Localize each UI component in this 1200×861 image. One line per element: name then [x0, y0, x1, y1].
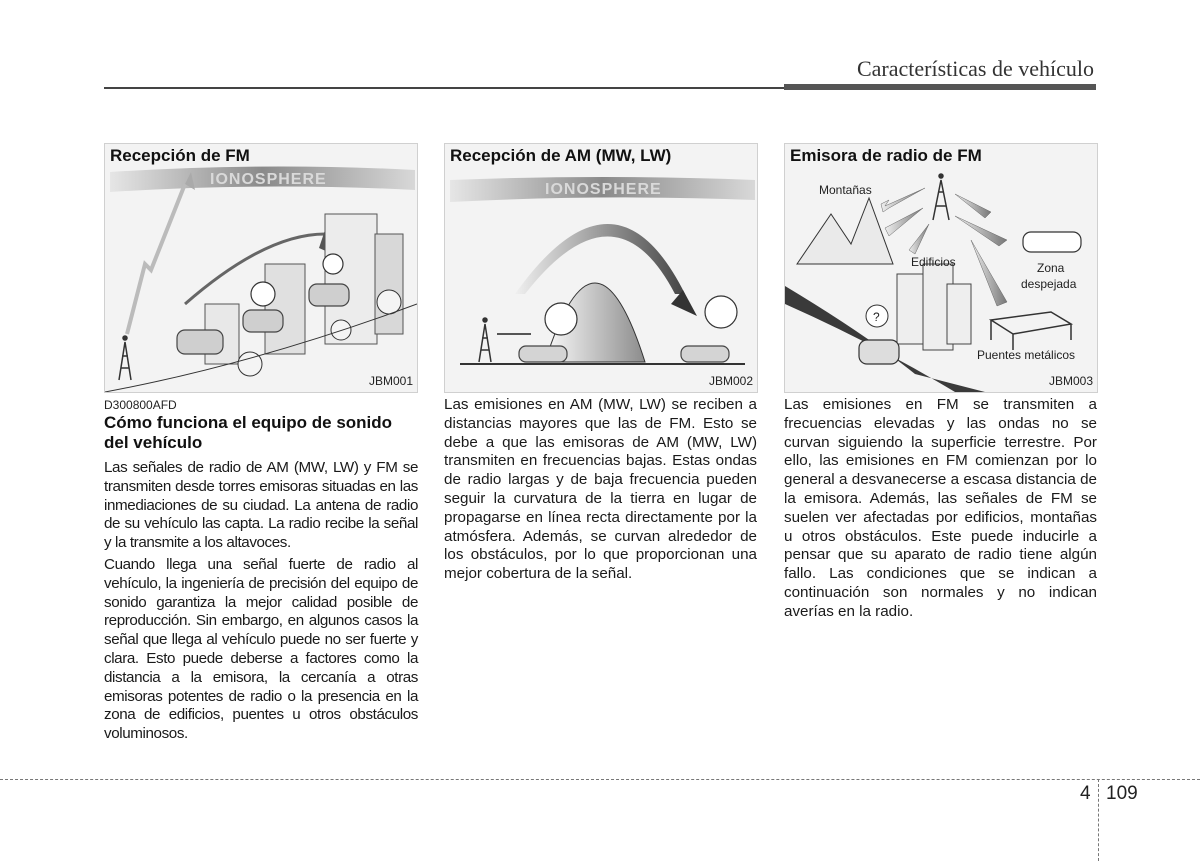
tower-icon	[119, 336, 131, 380]
ionosphere-label: IONOSPHERE	[545, 181, 662, 198]
fm-reception-illustration	[105, 144, 417, 392]
tower-icon	[479, 318, 491, 362]
paragraph: Las emisiones en AM (MW, LW) se reciben a distancias mayores que las de FM. Esto se debe a que las emisoras de AM (MW, LW) transmiten en frecuencias bajas. Estas ondas de radio largas y de baja frecuencia pueden seguir la curvatura de la tierra en lugar de propagarse en línea recta directamente por la atmósfera. Además, se curvan alrededor de los obstáculos, por lo que proporcionan una mejor cobertura de la señal.	[444, 396, 757, 583]
bridges-label: Puentes metálicos	[977, 348, 1076, 362]
wave-arrow	[671, 290, 697, 316]
ionosphere-label: IONOSPHERE	[210, 171, 327, 188]
column-3-text	[784, 396, 1097, 625]
tower-icon	[933, 174, 949, 220]
fm-station-illustration	[785, 144, 1097, 392]
section-code: D300800AFD	[104, 398, 177, 412]
figure-title: Recepción de AM (MW, LW)	[450, 146, 672, 165]
car-icon	[1023, 232, 1081, 252]
question-mark: ?	[873, 310, 880, 324]
page-header-title: Características de vehículo	[856, 56, 1094, 81]
open-zone-label-2: despejada	[1021, 277, 1077, 291]
page-number: 109	[1106, 783, 1138, 804]
column-2-text	[444, 396, 757, 587]
header-rule-accent	[784, 84, 1096, 90]
buildings-icon	[897, 264, 971, 350]
column-1-text	[104, 459, 418, 747]
figure-code: JBM001	[368, 374, 413, 388]
header-rule	[104, 87, 784, 89]
chapter-number: 4	[1080, 783, 1091, 804]
buildings-label: Edificios	[911, 255, 956, 269]
signal-bolt	[127, 184, 185, 334]
figure-code: JBM002	[708, 374, 753, 388]
footer-divider	[1098, 779, 1099, 861]
footer-rule	[0, 779, 1200, 780]
bridge-icon	[991, 312, 1071, 350]
am-reception-illustration	[445, 144, 757, 392]
figure-fm-reception	[104, 143, 418, 393]
open-zone-label-1: Zona	[1037, 261, 1065, 275]
mountains-shape	[797, 198, 893, 264]
figure-fm-station	[784, 143, 1098, 393]
figure-code: JBM003	[1048, 374, 1093, 388]
car-icon	[859, 340, 899, 364]
figure-title: Recepción de FM	[110, 146, 250, 165]
paragraph: Las señales de radio de AM (MW, LW) y FM se transmiten desde torres emisoras situadas en las inmediaciones de su ciudad. La antena de radio de su vehículo las capta. La radio recibe la señal y la transmite a los altavoces.	[104, 459, 418, 552]
mountains-label: Montañas	[819, 183, 872, 197]
paragraph: Cuando llega una señal fuerte de radio al vehículo, la ingeniería de precisión del equipo de sonido garantiza la mejor calidad posible de reproducción. Sin embargo, en algunos casos la señal que llega al vehículo puede no ser fuerte y clara. Esto puede deberse a factores como la distancia a la emisora, la cercanía a otras emisoras potentes de radio o la presencia en la zona de edificios, puentes u otros obstáculos voluminosos.	[104, 555, 418, 743]
figure-title: Emisora de radio de FM	[790, 146, 982, 165]
section-heading: Cómo funciona el equipo de sonido del vehículo	[104, 413, 393, 452]
figure-am-reception	[444, 143, 758, 393]
paragraph: Las emisiones en FM se transmiten a frecuencias elevadas y las ondas no se curvan siguiendo la superficie terrestre. Por ello, las emisiones en FM comienzan por lo general a desvanecerse a escasa distancia de la emisora. Además, las señales de FM se suelen ver afectadas por edificios, montañas u otros obstáculos. Este puede inducirle a pensar que su aparato de radio tiene algún fallo. Las condiciones que se indican a continuación son normales y no indican averías en la radio.	[784, 396, 1097, 620]
